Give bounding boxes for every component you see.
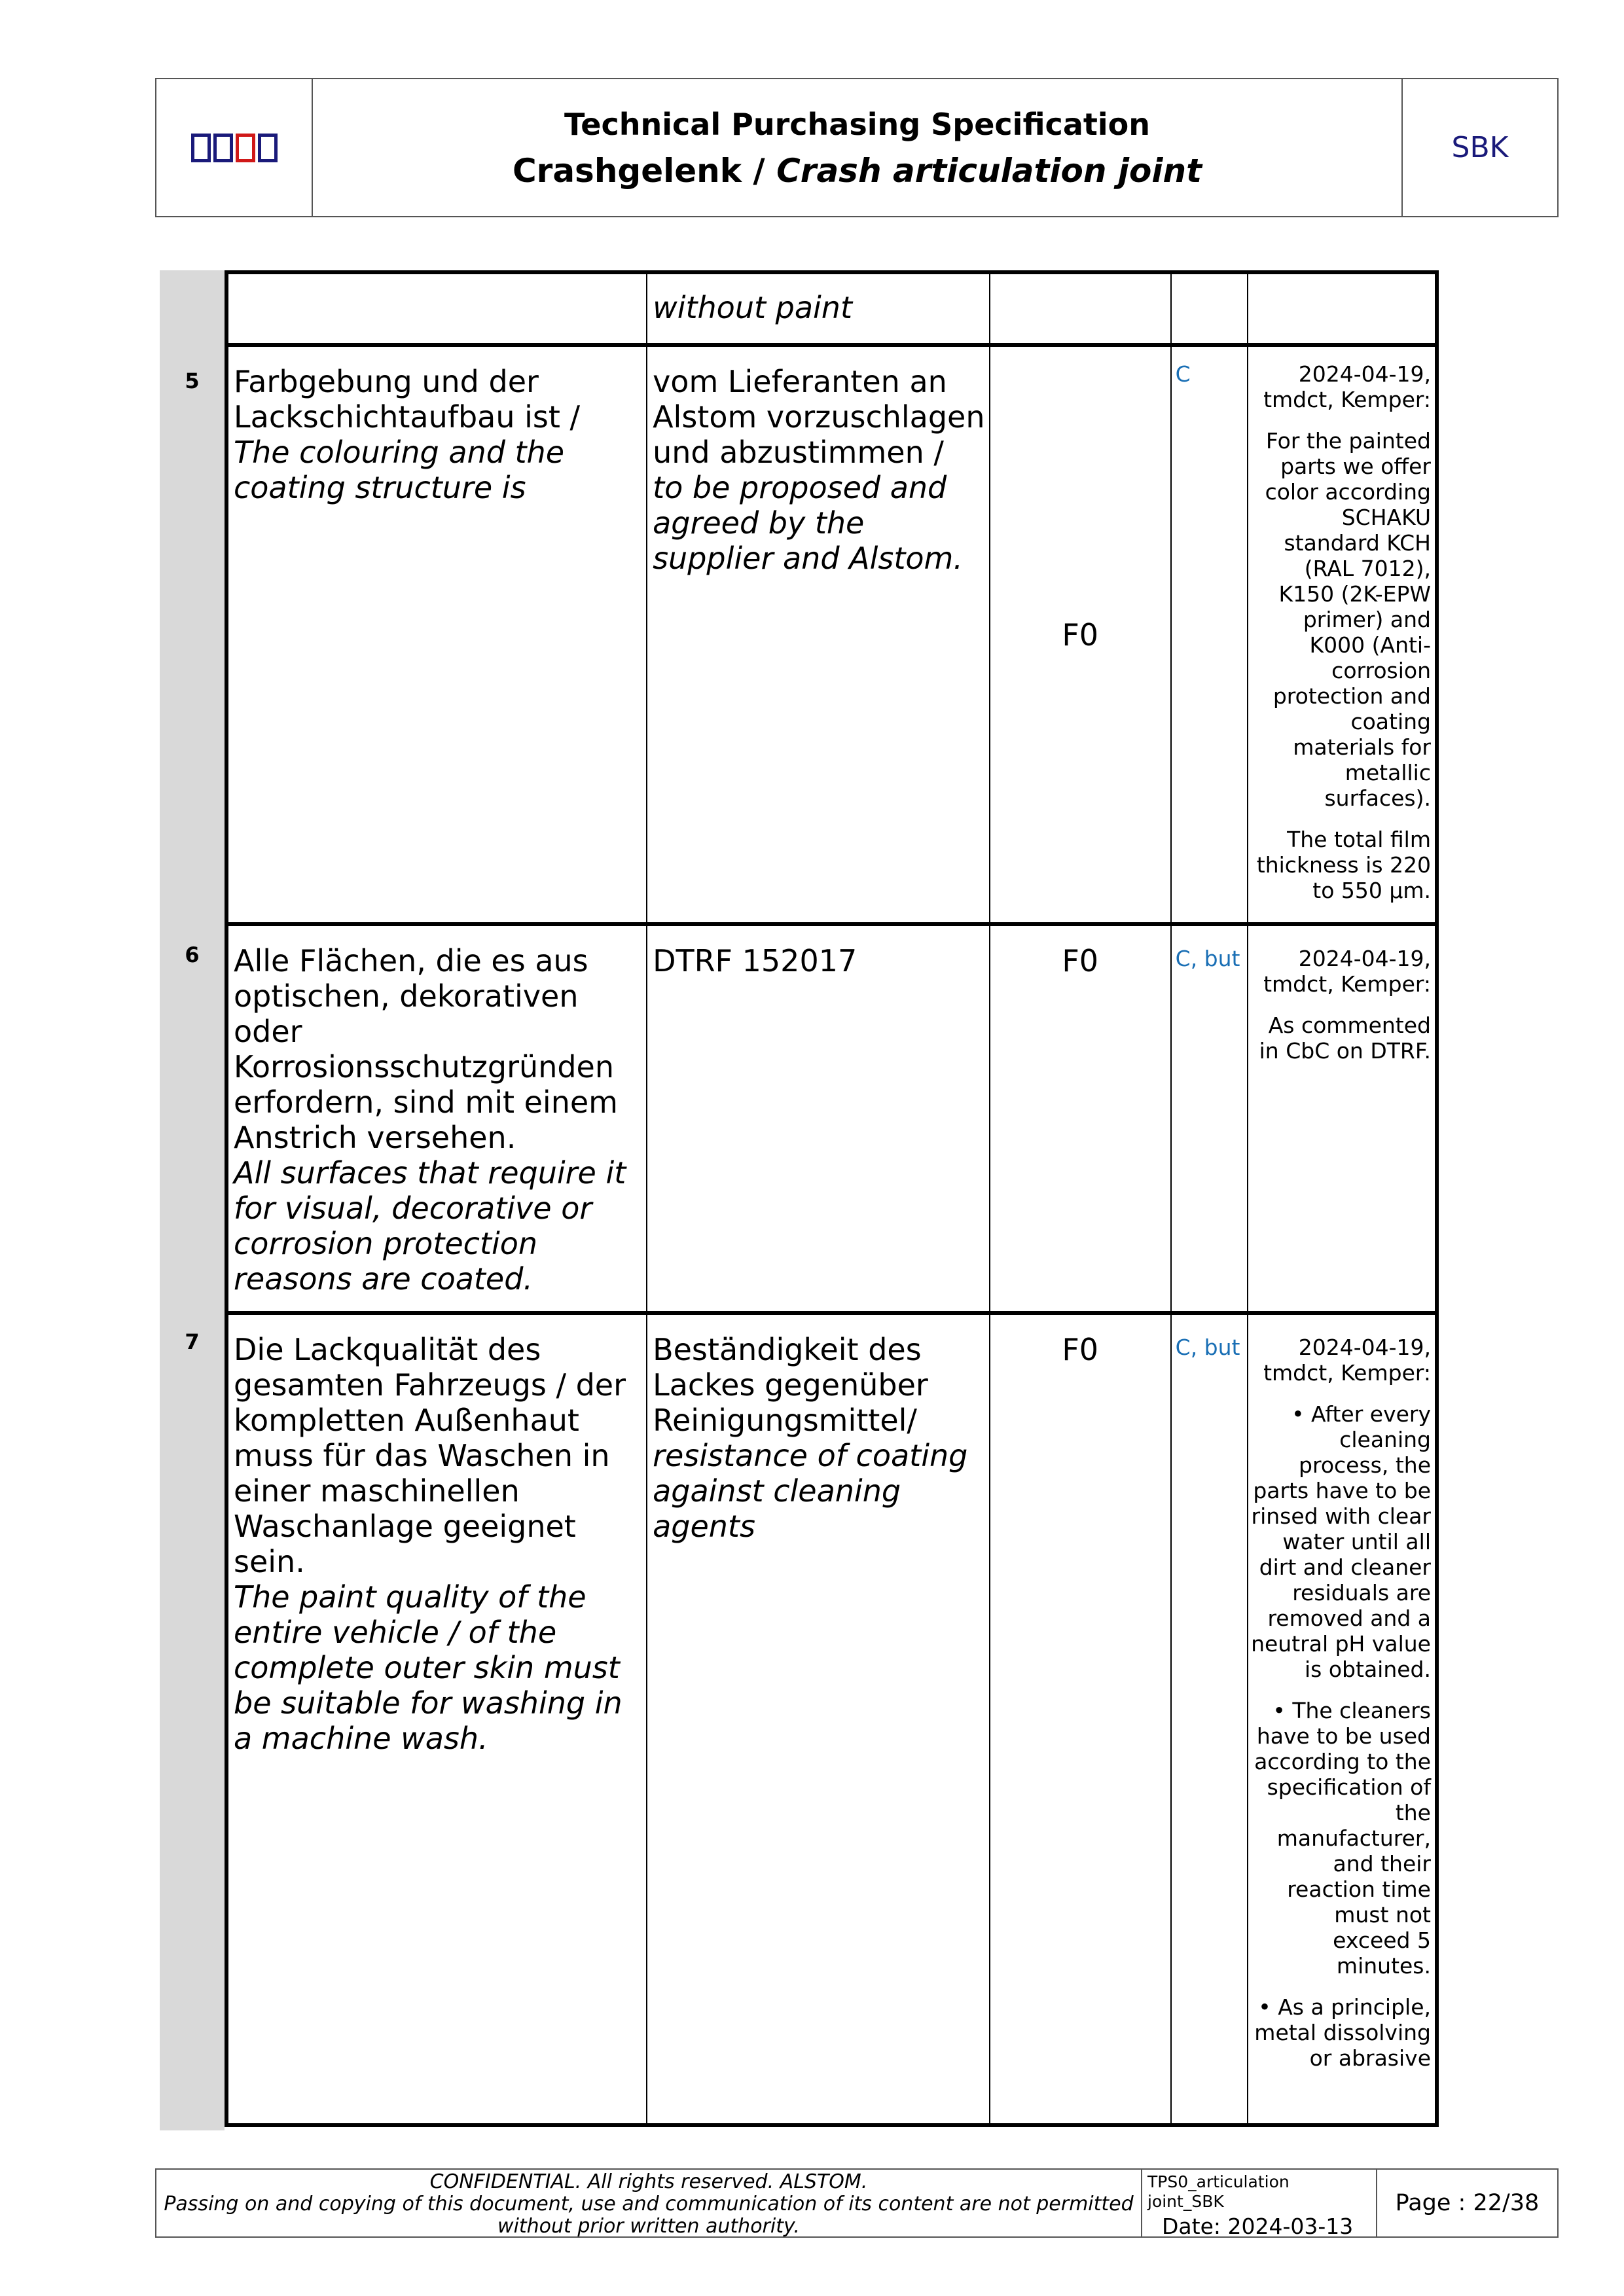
title-line-1: Technical Purchasing Specification [564, 106, 1150, 142]
title-english: Crash articulation joint [776, 151, 1202, 190]
value-text: without paint [653, 290, 852, 325]
status-cell [1171, 1313, 1248, 2125]
requirement-en: The paint quality of the entire vehicle / of the complete outer skin must be suitable for washing in a machine wash. [234, 1579, 623, 1756]
value-cell [647, 272, 990, 345]
document-date: Date: 2024-03-13 [1162, 2214, 1354, 2239]
requirement-en: All surfaces that require it for visual, decorative or corrosion protection reasons are coated. [234, 1155, 626, 1297]
row-number-7: 7 [185, 1329, 200, 1354]
comment-header: 2024-04-19, tmdct, Kemper: [1263, 1335, 1431, 1386]
confidentiality-line-3: without prior written authority. [497, 2215, 800, 2238]
comment-paragraph: For the painted parts we offer color according SCHAKU standard KCH (RAL 7012), K150 (2K-EPW primer) and K000 (Anti-corrosion protection and coating materials for metallic surfaces). [1265, 428, 1431, 811]
status-badge: C, but [1175, 1335, 1240, 1360]
class-cell [990, 1313, 1171, 2125]
table-row [226, 345, 1437, 924]
comment-cell [1248, 272, 1437, 345]
requirement-de: Farbgebung und der Lackschichtaufbau ist / [234, 364, 581, 435]
comment-paragraph: • The cleaners have to be used according to the specification of the manufacturer, and their reaction time must not exceed 5 minutes. [1254, 1698, 1431, 1979]
status-cell [1171, 272, 1248, 345]
class-value: F0 [1062, 617, 1099, 653]
class-value: F0 [1062, 943, 1099, 978]
value-de: vom Lieferanten an Alstom vorzuschlagen und abzustimmen / [653, 364, 985, 470]
document-name-line-2: joint_SBK [1147, 2192, 1224, 2211]
confidentiality-line-1: CONFIDENTIAL. All rights reserved. ALSTOM. [429, 2170, 868, 2193]
row-number-column [160, 270, 225, 2130]
page-number: Page : 22/38 [1395, 2190, 1540, 2216]
table-row [226, 1313, 1437, 2125]
class-cell [990, 345, 1171, 924]
comment-cell [1248, 345, 1437, 924]
requirement-cell [226, 345, 647, 924]
document-name-line-1: TPS0_articulation [1147, 2172, 1290, 2191]
row-number-5: 5 [185, 368, 200, 393]
comment-cell [1248, 924, 1437, 1313]
title-line-2 [513, 147, 1202, 194]
comment-paragraph: • After every cleaning process, the parts have to be rinsed with clear water until all dirt and cleaner residuals are removed and a neutral pH value is obtained. [1251, 1401, 1431, 1682]
comment-header: 2024-04-19, tmdct, Kemper: [1263, 946, 1431, 997]
requirement-cell [226, 1313, 647, 2125]
comment-paragraph: The total film thickness is 220 to 550 µm. [1256, 827, 1431, 903]
page-footer [155, 2168, 1559, 2238]
comment-paragraph: • As a principle, metal dissolving or abrasive [1254, 1994, 1431, 2071]
value-text: DTRF 152017 [653, 943, 857, 978]
class-value: F0 [1062, 1332, 1099, 1367]
value-cell [647, 345, 990, 924]
page-header [155, 78, 1559, 217]
product-code: SBK [1451, 131, 1509, 164]
status-badge: C [1175, 361, 1191, 387]
table-row [226, 924, 1437, 1313]
value-en: resistance of coating against cleaning agents [653, 1438, 968, 1544]
requirement-cell [226, 924, 647, 1313]
class-cell [990, 924, 1171, 1313]
table-row [226, 272, 1437, 345]
confidentiality-line-2: Passing on and copying of this document, use and communication of its content are not permitted [164, 2193, 1134, 2215]
title-german: Crashgelenk / [512, 151, 777, 190]
requirements-table [225, 270, 1439, 2127]
requirement-en: The colouring and the coating structure is [234, 435, 565, 505]
document-info [1142, 2170, 1377, 2239]
comment-header: 2024-04-19, tmdct, Kemper: [1263, 361, 1431, 412]
status-cell [1171, 924, 1248, 1313]
status-cell [1171, 345, 1248, 924]
row-number-6: 6 [185, 942, 200, 967]
value-en: to be proposed and agreed by the supplier and Alstom. [653, 470, 963, 576]
company-logo [156, 79, 313, 216]
logo-icon [191, 134, 278, 162]
requirement-de: Die Lackqualität des gesamten Fahrzeugs / der kompletten Außenhaut muss für das Waschen in einer maschinellen Waschanlage geeignet sein. [234, 1332, 626, 1579]
value-cell [647, 1313, 990, 2125]
document-title [313, 79, 1403, 216]
comment-paragraph: As commented in CbC on DTRF. [1259, 1013, 1431, 1064]
confidentiality-notice [156, 2170, 1142, 2236]
requirement-de: Alle Flächen, die es aus optischen, dekorativen oder Korrosionsschutzgründen erfordern, sind mit einem Anstrich versehen. [234, 943, 618, 1155]
class-cell [990, 272, 1171, 345]
requirement-cell [226, 272, 647, 345]
value-de: Beständigkeit des Lackes gegenüber Reinigungsmittel/ [653, 1332, 928, 1438]
comment-cell [1248, 1313, 1437, 2125]
status-badge: C, but [1175, 946, 1240, 971]
value-cell [647, 924, 990, 1313]
